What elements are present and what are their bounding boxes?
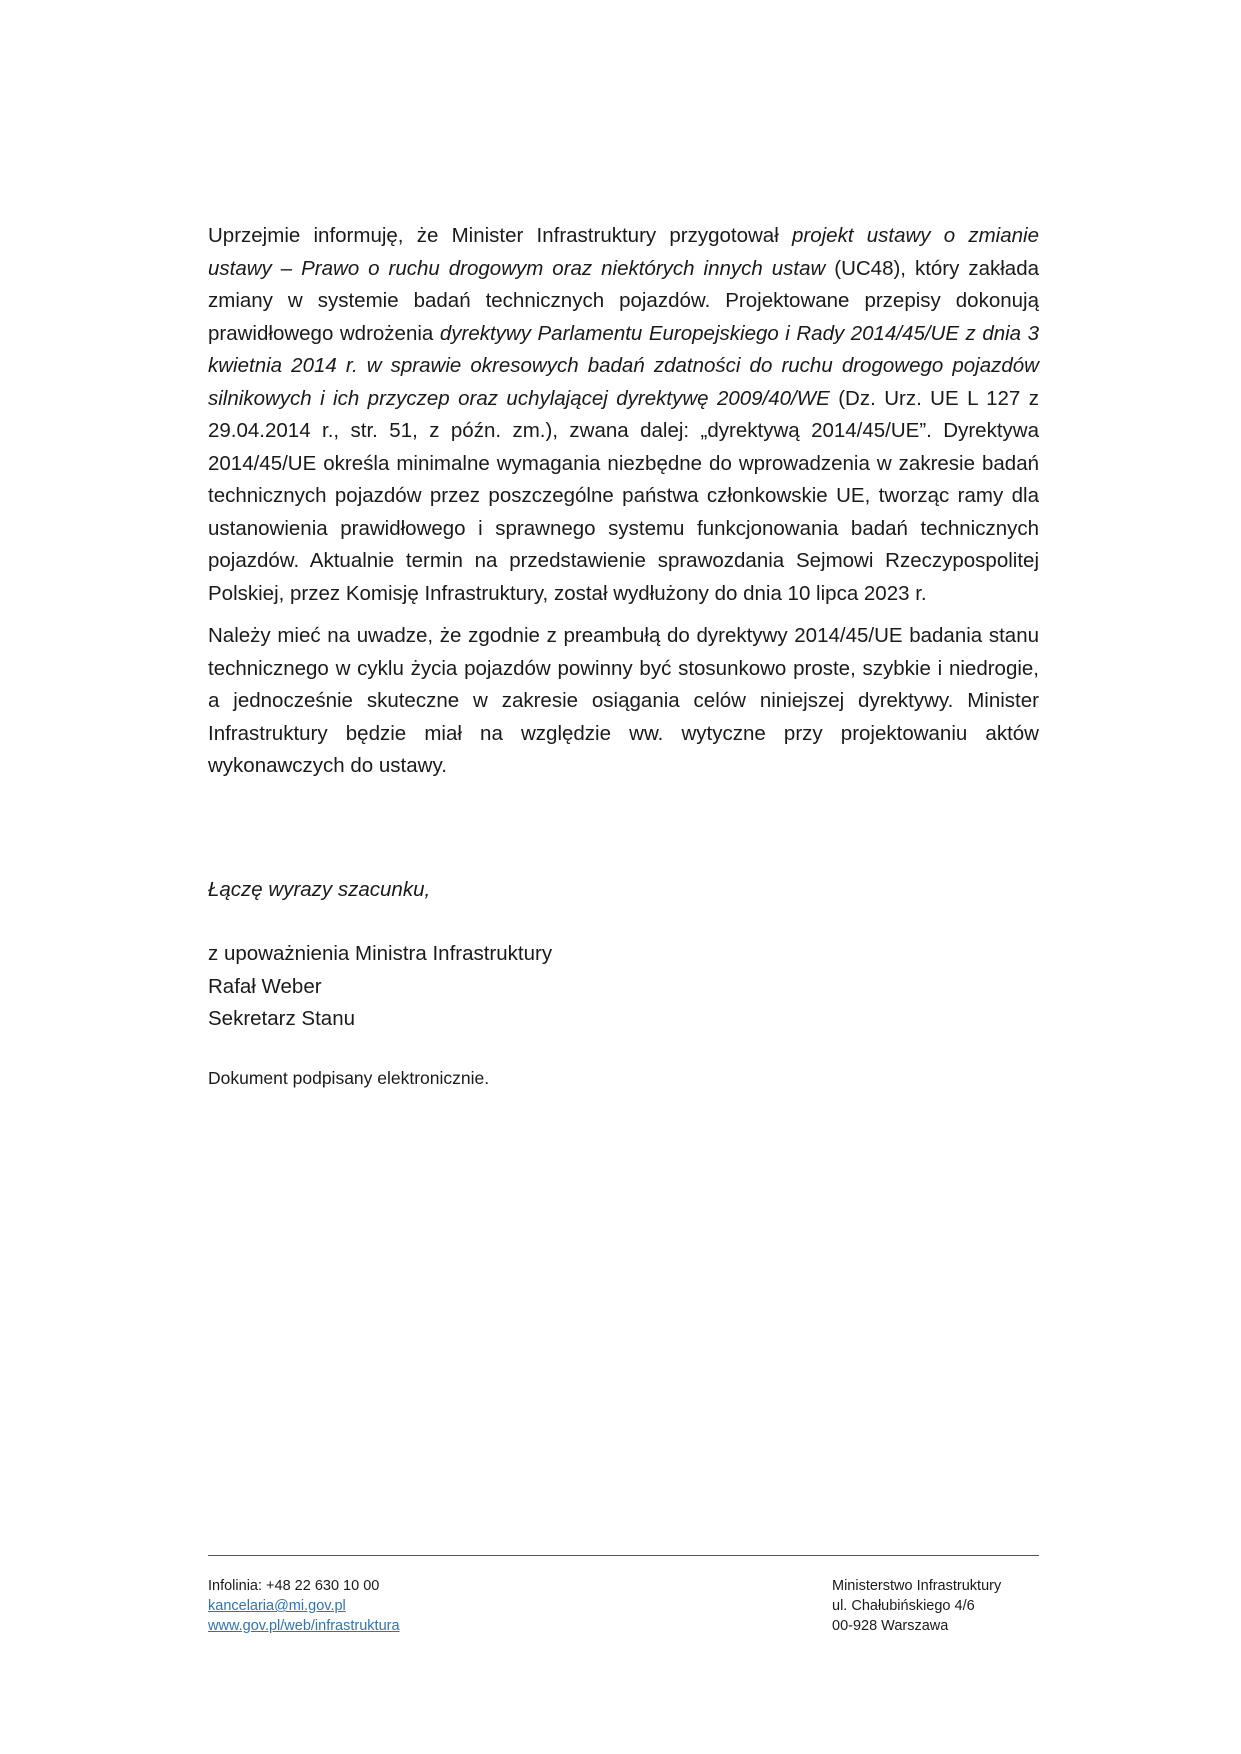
signature-name: Rafał Weber (208, 974, 322, 998)
footer-website-link[interactable]: www.gov.pl/web/infrastruktura (208, 1618, 400, 1634)
p1-segment-italic: dyrektywy Parlamentu Europejskiego i Rady 2014/45/UE z dnia 3 kwietnia 2014 r. w sprawie okresowych badań zdatności do ruchu drogowego pojazdów silnikowych i ich przyczep oraz uchylającej dyrektywę 2009/40/WE (208, 321, 1039, 410)
footer-street: ul. Chałubińskiego 4/6 (832, 1598, 975, 1614)
footer-city: 00-928 Warszawa (832, 1618, 949, 1634)
p1-segment-italic: projekt ustawy o zmianie ustawy – Prawo o ruchu drogowym oraz niektórych innych ustaw (208, 224, 1039, 280)
signature-block (208, 938, 552, 1036)
footer-org: Ministerstwo Infrastruktury (832, 1578, 1002, 1594)
footer-email-link[interactable]: kancelaria@mi.gov.pl (208, 1598, 346, 1614)
p1-segment: (Dz. Urz. UE L 127 z 29.04.2014 r., str. 51, z późn. zm.), zwana dalej: „dyrektywą 2014/45/UE”. Dyrektywa 2014/45/UE określa minimalne wymagania niezbędne do wprowadzenia w zakresie badań technicznych pojazdów przez poszczególne państwa członkowskie UE, tworząc ramy dla ustanowienia prawidłowego i sprawnego systemu funkcjonowania badań technicznych pojazdów. Aktualnie termin na przedstawienie sprawozdania Sejmowi Rzeczypospolitej Polskiej, przez Komisję Infrastruktury, został wydłużony do dnia 10 lipca 2023 r. (208, 386, 1039, 605)
electronic-signature-note: Dokument podpisany elektronicznie. (208, 1068, 490, 1088)
footer-contact (208, 1576, 400, 1636)
paragraph-1 (208, 220, 1039, 610)
paragraph-2: Należy mieć na uwadze, że zgodnie z preambułą do dyrektywy 2014/45/UE badania stanu technicznego w cyklu życia pojazdów powinny być stosunkowo proste, szybkie i niedrogie, a jednocześnie skuteczne w zakresie osiągania celów niniejszej dyrektywy. Minister Infrastruktury będzie miał na względzie ww. wytyczne przy projektowaniu aktów wykonawczych do ustawy. (208, 624, 1039, 777)
letter-body (208, 220, 1039, 793)
signature-authority: z upoważnienia Ministra Infrastruktury (208, 942, 553, 965)
footer-address (832, 1576, 1001, 1636)
closing-phrase: Łączę wyrazy szacunku, (208, 878, 431, 901)
signature-position: Sekretarz Stanu (208, 1007, 355, 1030)
p1-segment: Uprzejmie informuję, że Minister Infrastruktury przygotował (208, 224, 792, 247)
footer-divider (208, 1555, 1039, 1556)
p1-segment: (UC48), który zakłada zmiany w systemie badań technicznych pojazdów. Projektowane przepisy dokonują prawidłowego wdrożenia (208, 256, 1039, 345)
footer-phone: Infolinia: +48 22 630 10 00 (208, 1578, 380, 1594)
